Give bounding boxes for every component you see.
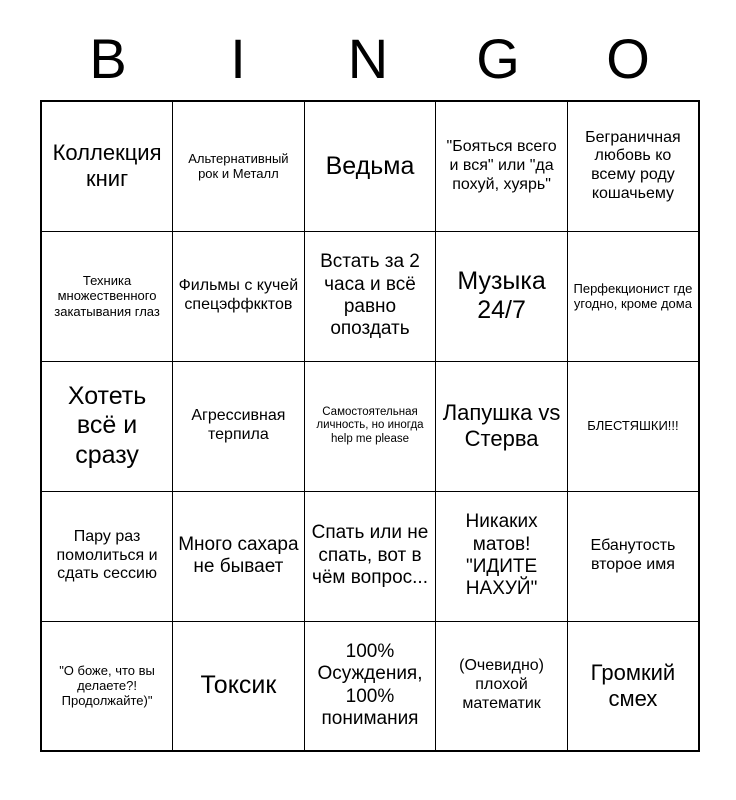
bingo-cell[interactable] (436, 361, 568, 491)
bingo-row (41, 231, 699, 361)
bingo-cell-text: "О боже, что вы делаете?! Продолжайте)" (59, 662, 155, 709)
bingo-cell-text: "Бояться всего и вся" или "да похуй, хуярь" (446, 137, 557, 193)
bingo-cell-text: Лапушка vs Стерва (442, 400, 561, 451)
bingo-cell-text: Спать или не спать, вот в чём вопрос... (311, 522, 429, 589)
bingo-cell-text: Техника множественного закатывания глаз (54, 273, 160, 319)
bingo-cell-text: Много сахара не бывает (178, 533, 299, 577)
bingo-letter-i: I (230, 27, 246, 90)
bingo-cell-text: Беграничная любовь ко всему роду кошачьему (585, 128, 681, 203)
bingo-cell-text: Самостоятельная личность, но иногда help me please (316, 405, 424, 445)
bingo-cell[interactable] (567, 491, 699, 621)
bingo-letter-n: N (347, 27, 389, 90)
bingo-cell[interactable] (173, 491, 305, 621)
bingo-row (41, 621, 699, 751)
bingo-cell[interactable] (173, 621, 305, 751)
bingo-cell[interactable] (41, 101, 173, 231)
bingo-cell-text: 100% Осуждения, 100% понимания (317, 640, 423, 730)
bingo-cell-text: Перфекционист где угодно, кроме дома (573, 280, 693, 311)
bingo-cell[interactable] (304, 621, 436, 751)
bingo-grid (40, 100, 700, 752)
bingo-cell[interactable] (41, 361, 173, 491)
bingo-cell-text: Хотеть всё и сразу (67, 381, 147, 469)
bingo-row (41, 361, 699, 491)
bingo-cell[interactable] (173, 231, 305, 361)
bingo-letter-b: B (89, 27, 127, 90)
bingo-cell[interactable] (567, 231, 699, 361)
bingo-cell-text: Пару раз помолиться и сдать сессию (56, 527, 158, 583)
bingo-cell[interactable] (304, 361, 436, 491)
bingo-grid-wrapper (0, 100, 736, 752)
bingo-row (41, 101, 699, 231)
bingo-cell-text: Фильмы с кучей спецэффкктов (178, 277, 299, 313)
bingo-cell[interactable] (173, 101, 305, 231)
bingo-cell[interactable] (567, 101, 699, 231)
bingo-cell[interactable] (436, 491, 568, 621)
bingo-cell-text: Громкий смех (590, 659, 676, 711)
bingo-cell[interactable] (304, 491, 436, 621)
bingo-cell[interactable] (304, 231, 436, 361)
bingo-cell-text: Ведьма (325, 151, 415, 180)
bingo-cell-text: Токсик (200, 671, 277, 699)
bingo-cell-text: Музыка 24/7 (457, 266, 546, 324)
bingo-cell[interactable] (41, 621, 173, 751)
bingo-row (41, 491, 699, 621)
bingo-cell[interactable] (41, 231, 173, 361)
bingo-header (0, 0, 736, 100)
bingo-cell-text: Альтернативный рок и Металл (188, 150, 289, 182)
bingo-letter-o: O (606, 27, 650, 90)
bingo-cell[interactable] (436, 101, 568, 231)
bingo-cell[interactable] (41, 491, 173, 621)
bingo-cell-text: Ебанутость второе имя (590, 537, 676, 573)
bingo-cell-text: БЛЕСТЯШКИ!!! (587, 418, 679, 434)
bingo-cell[interactable] (173, 361, 305, 491)
bingo-cell-text: Никаких матов! "ИДИТЕ НАХУЙ" (465, 511, 538, 600)
bingo-cell[interactable] (436, 231, 568, 361)
bingo-cell[interactable] (436, 621, 568, 751)
bingo-cell[interactable] (304, 101, 436, 231)
bingo-letter-g: G (476, 27, 520, 90)
bingo-cell-text: Коллекция книг (52, 140, 162, 192)
bingo-cell-text: Агрессивная терпила (191, 407, 286, 443)
bingo-cell[interactable] (567, 361, 699, 491)
bingo-cell-text: (Очевидно) плохой математик (459, 657, 544, 713)
bingo-cell[interactable] (567, 621, 699, 751)
bingo-cell-text: Встать за 2 часа и всё равно опоздать (320, 251, 420, 340)
